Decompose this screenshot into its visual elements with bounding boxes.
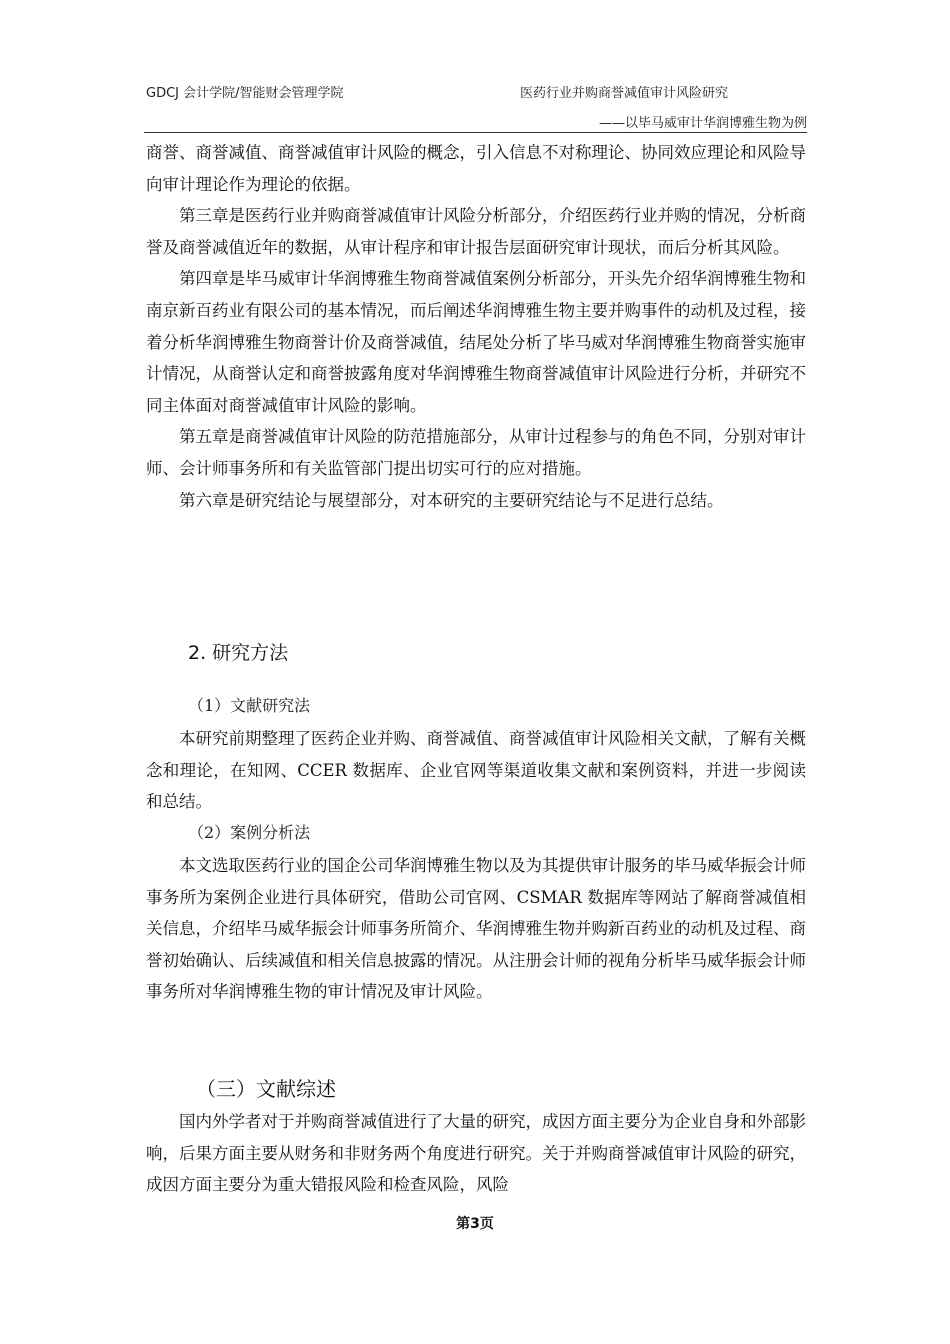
subheading-literature-method: （1）文献研究法 (188, 696, 311, 715)
paragraph-chapter-3: 第三章是医药行业并购商誉减值审计风险分析部分，介绍医药行业并购的情况，分析商誉及商誉减值近年的数据，从审计程序和审计报告层面研究审计现状，而后分析其风险。 (146, 206, 806, 257)
paragraph-literature-method: 本研究前期整理了医药企业并购、商誉减值、商誉减值审计风险相关文献，了解有关概念和理论，在知网、CCER 数据库、企业官网等渠道收集文献和案例资料，并进一步阅读和总结。 (146, 729, 806, 812)
section-heading-literature-review: （三）文献综述 (196, 1077, 336, 1101)
paragraph-chapter-5: 第五章是商誉减值审计风险的防范措施部分，从审计过程参与的角色不同，分别对审计师、会计师事务所和有关监管部门提出切实可行的应对措施。 (146, 427, 806, 478)
paragraph-literature-review: 国内外学者对于并购商誉减值进行了大量的研究，成因方面主要分为企业自身和外部影响，后果方面主要从财务和非财务两个角度进行研究。关于并购商誉减值审计风险的研究，成因方面主要分为重大错报风险和检查风险，风险 (146, 1112, 806, 1195)
paragraph-chapter-4: 第四章是毕马威审计华润博雅生物商誉减值案例分析部分，开头先介绍华润博雅生物和南京新百药业有限公司的基本情况，而后阐述华润博雅生物主要并购事件的动机及过程，接着分析华润博雅生物商誉计价及商誉减值，结尾处分析了毕马威对华润博雅生物商誉实施审计情况，从商誉认定和商誉披露角度对华润博雅生物商誉减值审计风险进行分析，并研究不同主体面对商誉减值审计风险的影响。 (146, 269, 806, 415)
section-heading-research-methods: 2. 研究方法 (188, 642, 289, 664)
paragraph-case-method: 本文选取医药行业的国企公司华润博雅生物以及为其提供审计服务的毕马威华振会计师事务所为案例企业进行具体研究，借助公司官网、CSMAR 数据库等网站了解商誉减值相关信息，介绍毕马威华振会计师事务所简介、华润博雅生物并购新百药业的动机及过程、商誉初始确认、后续减值和相关信息披露的情况。从注册会计师的视角分析毕马威华振会计师事务所对华润博雅生物的审计情况及审计风险。 (146, 856, 806, 1002)
header-divider (144, 132, 807, 133)
page-number: 第3页 (456, 1216, 494, 1232)
chapter-overview-block (146, 137, 806, 516)
literature-method-block (146, 723, 806, 818)
paragraph-continued: 商誉、商誉减值、商誉减值审计风险的概念，引入信息不对称理论、协同效应理论和风险导向审计理论作为理论的依据。 (146, 143, 806, 194)
literature-review-block (146, 1106, 806, 1201)
case-method-block (146, 850, 806, 1008)
header-paper-title: 医药行业并购商誉减值审计风险研究 (520, 86, 729, 101)
header-institution: GDCJ 会计学院/智能财会管理学院 (146, 86, 344, 101)
header-paper-subtitle: ——以毕马威审计华润博雅生物为例 (598, 116, 807, 131)
paragraph-chapter-6: 第六章是研究结论与展望部分，对本研究的主要研究结论与不足进行总结。 (179, 490, 724, 510)
subheading-case-method: （2）案例分析法 (188, 823, 311, 842)
